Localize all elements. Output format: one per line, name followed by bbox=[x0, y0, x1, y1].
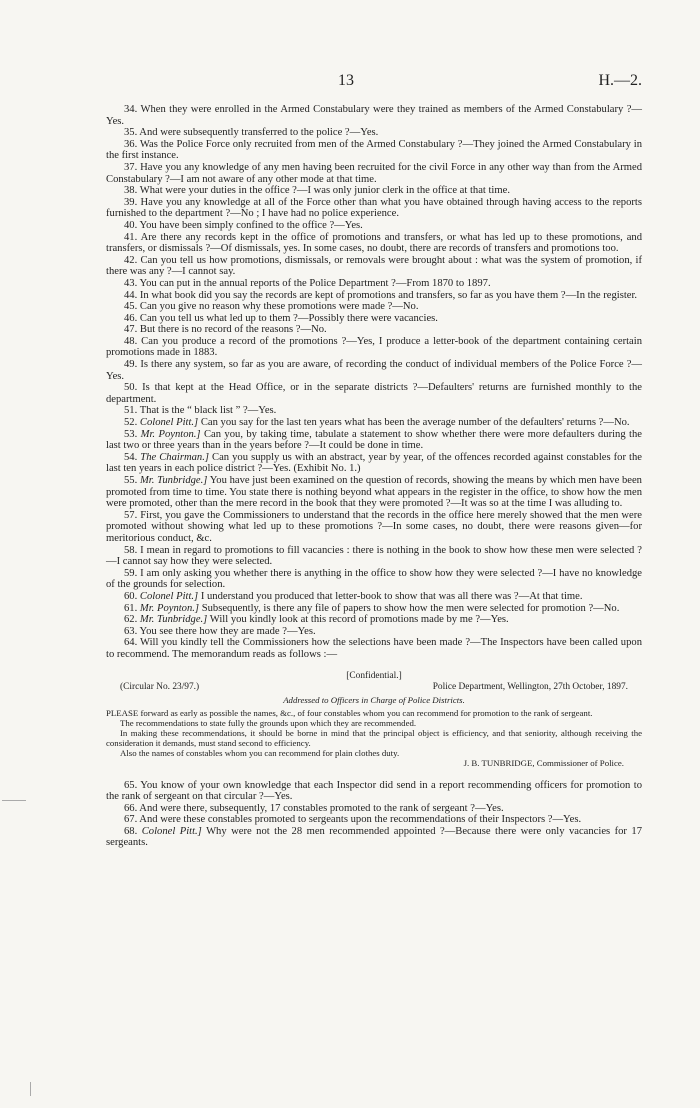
speaker-label: Mr. Tunbridge.] bbox=[139, 614, 208, 626]
speaker-label: Mr. Poynton.] bbox=[139, 602, 200, 614]
circular-addressee: Addressed to Officers in Charge of Police Districts. bbox=[283, 694, 465, 705]
testimony-paragraph: 43. You can put in the annual reports of the Police Department ?—From 1870 to 1897. bbox=[124, 277, 491, 289]
question-52: 52. Colonel Pitt.] Can you say for the last ten years what has been the average number of the defaulters' returns ?—No. bbox=[124, 417, 630, 429]
paragraph-group-d bbox=[106, 780, 642, 826]
testimony-paragraph: 34. When they were enrolled in the Armed Constabulary were they trained as members of the Armed Constabulary ?—Yes. bbox=[106, 104, 642, 127]
question-53: 53. Mr. Poynton.] Can you, by taking time, tabulate a statement to show whether there were more defaulters during the last two or three years than in the years before ?—It could be done in time. bbox=[106, 428, 642, 452]
testimony-paragraph: 51. That is the “ black list ” ?—Yes. bbox=[124, 405, 277, 417]
circular-header-row bbox=[106, 681, 642, 693]
question-55: 55. Mr. Tunbridge.] You have just been examined on the question of records, showing the means by which men have been promoted from time to time. You state there is nothing beyond what appears in the register in the office, to show how the men were promoted, other than the mere record in the book that they were promoted ?—It was so at the time I was alluding to. bbox=[106, 475, 642, 510]
circular-paragraph: PLEASE forward as early as possible the names, &c., of four constables whom you can recommend for promotion to the rank of sergeant. bbox=[106, 707, 593, 718]
testimony-paragraph: 44. In what book did you say the records are kept of promotions and transfers, so far as you have them ?—In the register. bbox=[124, 289, 638, 301]
circular-memorandum bbox=[106, 671, 642, 768]
testimony-body bbox=[106, 104, 642, 849]
speaker-label: Colonel Pitt.] bbox=[141, 825, 202, 837]
circular-paragraph: In making these recommendations, it should be borne in mind that the principal object is efficiency, and that seniority, although receiving the consideration it demands, must stand second to efficiency. bbox=[106, 727, 642, 748]
confidential-label: [Confidential.] bbox=[346, 670, 402, 681]
testimony-paragraph: 67. And were these constables promoted to sergeants upon the recommendations of their Inspectors ?—Yes. bbox=[124, 814, 582, 826]
margin-mark bbox=[2, 800, 26, 801]
testimony-paragraph: 42. Can you tell us how promotions, dismissals, or removals were brought about : what was the system of promotion, if there was any ?—I cannot say. bbox=[106, 254, 642, 278]
testimony-paragraph: 39. Have you any knowledge at all of the Force other than what you have obtained through having access to the reports furnished to the department ?—No ; I have had no police experience. bbox=[106, 196, 642, 220]
testimony-paragraph: 45. Can you give no reason why these promotions were made ?—No. bbox=[124, 301, 419, 313]
paragraph-group-c bbox=[106, 626, 642, 661]
testimony-paragraph: 63. You see there how they are made ?—Yes. bbox=[124, 625, 316, 637]
testimony-paragraph: 64. Will you kindly tell the Commissioners how the selections have been made ?—The Inspectors have been called upon to recommend. The memorandum reads as follows :— bbox=[106, 637, 642, 660]
circular-signature: J. B. TUNBRIDGE, Commissioner of Police. bbox=[463, 757, 624, 768]
circular-paragraph: The recommendations to state fully the grounds upon which they are recommended. bbox=[120, 717, 417, 728]
paragraph-group-b bbox=[106, 510, 642, 591]
testimony-paragraph: 38. What were your duties in the office ?—I was only junior clerk in the office at that time. bbox=[124, 185, 510, 197]
page-number: 13 bbox=[338, 72, 354, 89]
speaker-label: Mr. Tunbridge.] bbox=[139, 475, 208, 486]
testimony-paragraph: 36. Was the Police Force only recruited from men of the Armed Constabulary ?—They joined the Armed Constabulary in the first instance. bbox=[106, 138, 642, 162]
margin-mark bbox=[30, 1082, 31, 1096]
testimony-paragraph: 65. You know of your own knowledge that each Inspector did send in a report recommending officers for promotion to the rank of sergeant on that circular ?—Yes. bbox=[106, 779, 642, 803]
testimony-paragraph: 49. Is there any system, so far as you are aware, of recording the conduct of individual members of the Police Force ?—Yes. bbox=[106, 359, 642, 382]
question-62: 62. Mr. Tunbridge.] Will you kindly look at this record of promotions made by me ?—Yes. bbox=[124, 614, 509, 626]
circular-paragraph: Also the names of constables whom you can recommend for plain clothes duty. bbox=[120, 747, 400, 758]
testimony-paragraph: 57. First, you gave the Commissioners to understand that the records in the office here merely showed that the men were promoted without showing what led up to these promotions ?—In some cases, no doubt, there were reasons given—for meritorious conduct, &c. bbox=[106, 509, 642, 544]
speaker-label: Mr. Poynton.] bbox=[140, 428, 201, 440]
testimony-paragraph: 47. But there is no record of the reasons ?—No. bbox=[124, 324, 327, 336]
document-reference: H.—2. bbox=[598, 72, 642, 89]
testimony-paragraph: 35. And were subsequently transferred to the police ?—Yes. bbox=[124, 127, 379, 139]
testimony-paragraph: 41. Are there any records kept in the office of promotions and transfers, or what has led up to these promotions, and transfers, or dismissals ?—Of dismissals, yes. In some cases, no doubt, there are records of transfers and promotions too. bbox=[106, 231, 642, 255]
testimony-paragraph: 66. And were there, subsequently, 17 constables promoted to the rank of sergeant ?—Yes. bbox=[124, 802, 504, 814]
circular-dateline: Police Department, Wellington, 27th October, 1897. bbox=[432, 681, 628, 692]
question-61: 61. Mr. Poynton.] Subsequently, is there any file of papers to show how the men were selected for promotion ?—No. bbox=[124, 602, 620, 614]
question-60: 60. Colonel Pitt.] I understand you produced that letter-book to show that was all there was ?—At that time. bbox=[124, 590, 583, 602]
paragraph-group-a bbox=[106, 104, 642, 417]
testimony-paragraph: 40. You have been simply confined to the office ?—Yes. bbox=[124, 219, 363, 231]
testimony-paragraph: 58. I mean in regard to promotions to fill vacancies : there is nothing in the book to show how these men were selected ?—I cannot say how they were selected. bbox=[106, 544, 642, 568]
testimony-paragraph: 59. I am only asking you whether there is anything in the office to show how they were selected ?—I have no knowledge of the grounds for selection. bbox=[106, 567, 642, 591]
speaker-label: Colonel Pitt.] bbox=[139, 417, 199, 429]
testimony-paragraph: 37. Have you any knowledge of any men having been recruited for the civil Force in any other way than from the Armed Constabulary ?—I am not aware of any other mode at that time. bbox=[106, 161, 642, 185]
testimony-paragraph: 48. Can you produce a record of the promotions ?—Yes, I produce a letter-book of the department containing certain promotions made in 1883. bbox=[106, 335, 642, 359]
testimony-paragraph: 46. Can you tell us what led up to them ?—Possibly there were vacancies. bbox=[124, 312, 438, 324]
question-68: 68. Colonel Pitt.] Why were not the 28 men recommended appointed ?—Because there were only vacancies for 17 sergeants. bbox=[106, 825, 642, 849]
speaker-label: The Chairman.] bbox=[140, 451, 209, 463]
page-header bbox=[0, 72, 700, 92]
circular-body bbox=[106, 708, 642, 758]
speaker-label: Colonel Pitt.] bbox=[139, 590, 199, 602]
question-54: 54. The Chairman.] Can you supply us with an abstract, year by year, of the offences recorded against constables for the last ten years in each police district ?—Yes. (Exhibit No. 1.) bbox=[106, 451, 642, 475]
testimony-paragraph: 50. Is that kept at the Head Office, or in the separate districts ?—Defaulters' returns are furnished monthly to the department. bbox=[106, 382, 642, 405]
circular-number: (Circular No. 23/97.) bbox=[120, 681, 200, 692]
